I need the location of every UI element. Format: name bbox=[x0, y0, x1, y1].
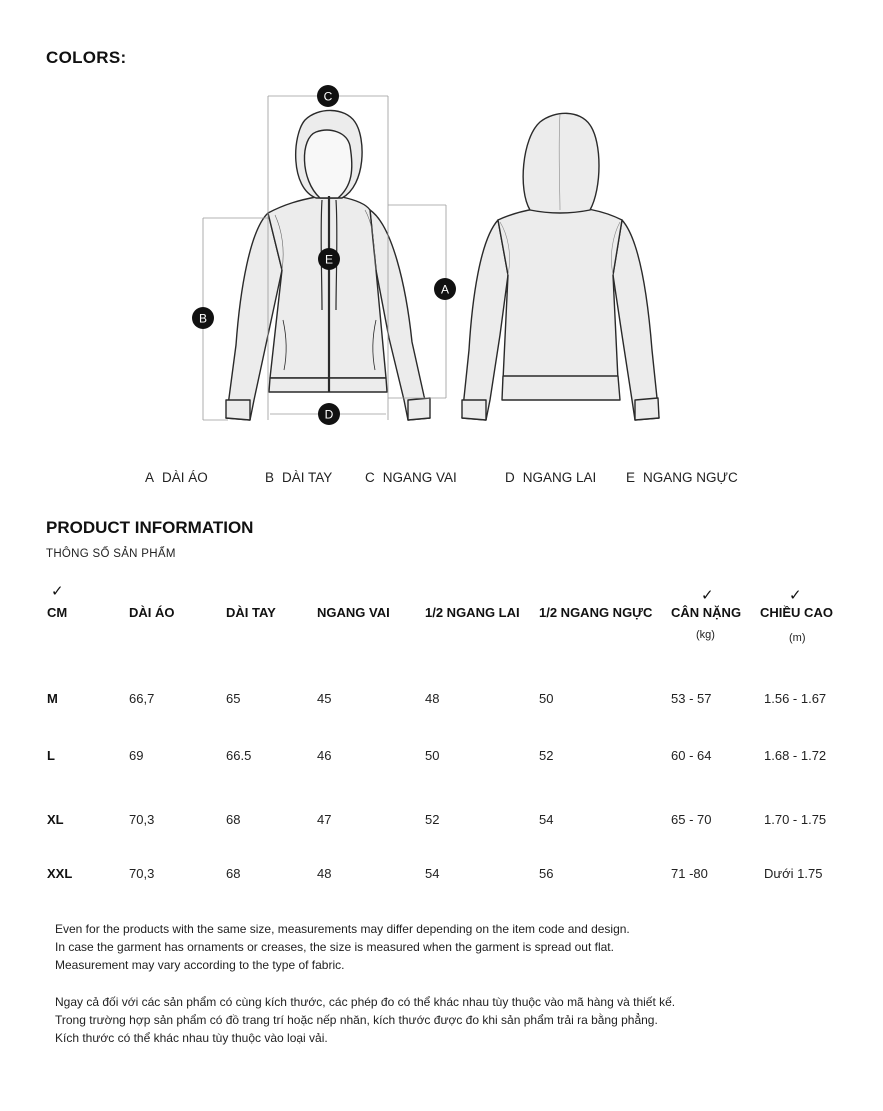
table-cell: 68 bbox=[226, 866, 241, 881]
legend-item-e bbox=[626, 470, 738, 485]
table-cell: 1.70 - 1.75 bbox=[764, 812, 827, 827]
table-cell: 46 bbox=[317, 748, 332, 763]
header-can-nang: CÂN NẶNG bbox=[671, 605, 742, 620]
check-icon: ✓ bbox=[789, 587, 802, 604]
legend-label: NGANG NGỰC bbox=[643, 470, 738, 485]
table-cell: 65 bbox=[226, 691, 241, 706]
size-label: M bbox=[47, 691, 58, 706]
note-en-1: Even for the products with the same size, measurements may differ depending on the item code and design. bbox=[55, 922, 630, 936]
table-cell: 1.68 - 1.72 bbox=[764, 748, 827, 763]
legend-letter: D bbox=[505, 470, 515, 485]
marker-e bbox=[318, 248, 340, 270]
table-cell: 68 bbox=[226, 812, 241, 827]
check-icon: ✓ bbox=[51, 583, 64, 600]
unit-weight: (kg) bbox=[696, 629, 715, 641]
table-cell: 65 - 70 bbox=[671, 812, 712, 827]
hoodie-diagram bbox=[0, 80, 883, 440]
marker-e-label: E bbox=[324, 252, 334, 267]
header-ngang-vai: NGANG VAI bbox=[317, 605, 390, 620]
size-label: L bbox=[47, 748, 55, 763]
table-cell: 48 bbox=[425, 691, 440, 706]
table-cell: 69 bbox=[129, 748, 144, 763]
unit-height: (m) bbox=[789, 632, 806, 644]
legend-letter: B bbox=[265, 470, 275, 485]
marker-d-label: D bbox=[324, 407, 334, 422]
marker-d bbox=[318, 403, 340, 425]
table-cell: 66,7 bbox=[129, 691, 155, 706]
header-dai-tay: DÀI TAY bbox=[226, 605, 276, 620]
legend-item-c bbox=[365, 470, 457, 485]
table-cell: 70,3 bbox=[129, 866, 155, 881]
table-cell: 45 bbox=[317, 691, 332, 706]
table-cell: 1.56 - 1.67 bbox=[764, 691, 827, 706]
table-cell: Dưới 1.75 bbox=[764, 866, 823, 881]
legend-item-a bbox=[145, 470, 208, 485]
table-cell: 48 bbox=[317, 866, 332, 881]
product-title: PRODUCT INFORMATION bbox=[46, 518, 254, 537]
note-vi-3: Kích thước có thể khác nhau tùy thuộc vào loại vải. bbox=[55, 1031, 328, 1045]
size-label: XXL bbox=[47, 866, 73, 881]
table-cell: 50 bbox=[539, 691, 554, 706]
table-cell: 71 -80 bbox=[671, 866, 708, 881]
marker-a-label: A bbox=[440, 282, 450, 297]
table-cell: 53 - 57 bbox=[671, 691, 712, 706]
size-label: XL bbox=[47, 812, 64, 827]
table-cell: 50 bbox=[425, 748, 440, 763]
table-cell: 70,3 bbox=[129, 812, 155, 827]
table-cell: 60 - 64 bbox=[671, 748, 712, 763]
colors-title: COLORS: bbox=[46, 48, 127, 67]
legend-letter: E bbox=[626, 470, 636, 485]
product-subtitle: THÔNG SỐ SẢN PHẨM bbox=[46, 548, 176, 560]
table-cell: 52 bbox=[539, 748, 554, 763]
legend-letter: A bbox=[145, 470, 155, 485]
marker-c bbox=[317, 85, 339, 107]
legend-label: NGANG VAI bbox=[382, 470, 457, 485]
legend-label: DÀI TAY bbox=[282, 470, 333, 485]
table-cell: 56 bbox=[539, 866, 554, 881]
table-cell: 66.5 bbox=[226, 748, 252, 763]
table-cell: 54 bbox=[539, 812, 554, 827]
marker-b-label: B bbox=[198, 311, 208, 326]
header-ngang-lai: 1/2 NGANG LAI bbox=[425, 605, 520, 620]
note-vi-1: Ngay cả đối với các sản phẩm có cùng kích thước, các phép đo có thể khác nhau tùy thuộc vào mã hàng và thiết kế. bbox=[55, 995, 676, 1009]
legend-letter: C bbox=[365, 470, 375, 485]
legend-item-b bbox=[265, 470, 332, 485]
table-cell: 52 bbox=[425, 812, 440, 827]
legend-label: DÀI ÁO bbox=[162, 470, 208, 485]
header-ngang-nguc: 1/2 NGANG NGỰC bbox=[539, 605, 653, 620]
legend-label: NGANG LAI bbox=[522, 470, 597, 485]
marker-a bbox=[434, 278, 456, 300]
marker-b bbox=[192, 307, 214, 329]
header-dai-ao: DÀI ÁO bbox=[129, 605, 175, 620]
header-cm: CM bbox=[47, 605, 68, 620]
table-cell: 54 bbox=[425, 866, 440, 881]
note-en-2: In case the garment has ornaments or creases, the size is measured when the garment is spread out flat. bbox=[55, 940, 614, 954]
note-vi-2: Trong trường hợp sản phẩm có đồ trang trí hoặc nếp nhăn, kích thước được đo khi sản phẩm trải ra bằng phẳng. bbox=[55, 1013, 658, 1027]
note-en-3: Measurement may vary according to the type of fabric. bbox=[55, 958, 345, 972]
table-cell: 47 bbox=[317, 812, 332, 827]
header-chieu-cao: CHIỀU CAO bbox=[760, 605, 833, 620]
check-icon: ✓ bbox=[701, 587, 714, 604]
legend-item-d bbox=[505, 470, 596, 485]
marker-c-label: C bbox=[323, 89, 333, 104]
hoodie-back bbox=[462, 113, 659, 420]
